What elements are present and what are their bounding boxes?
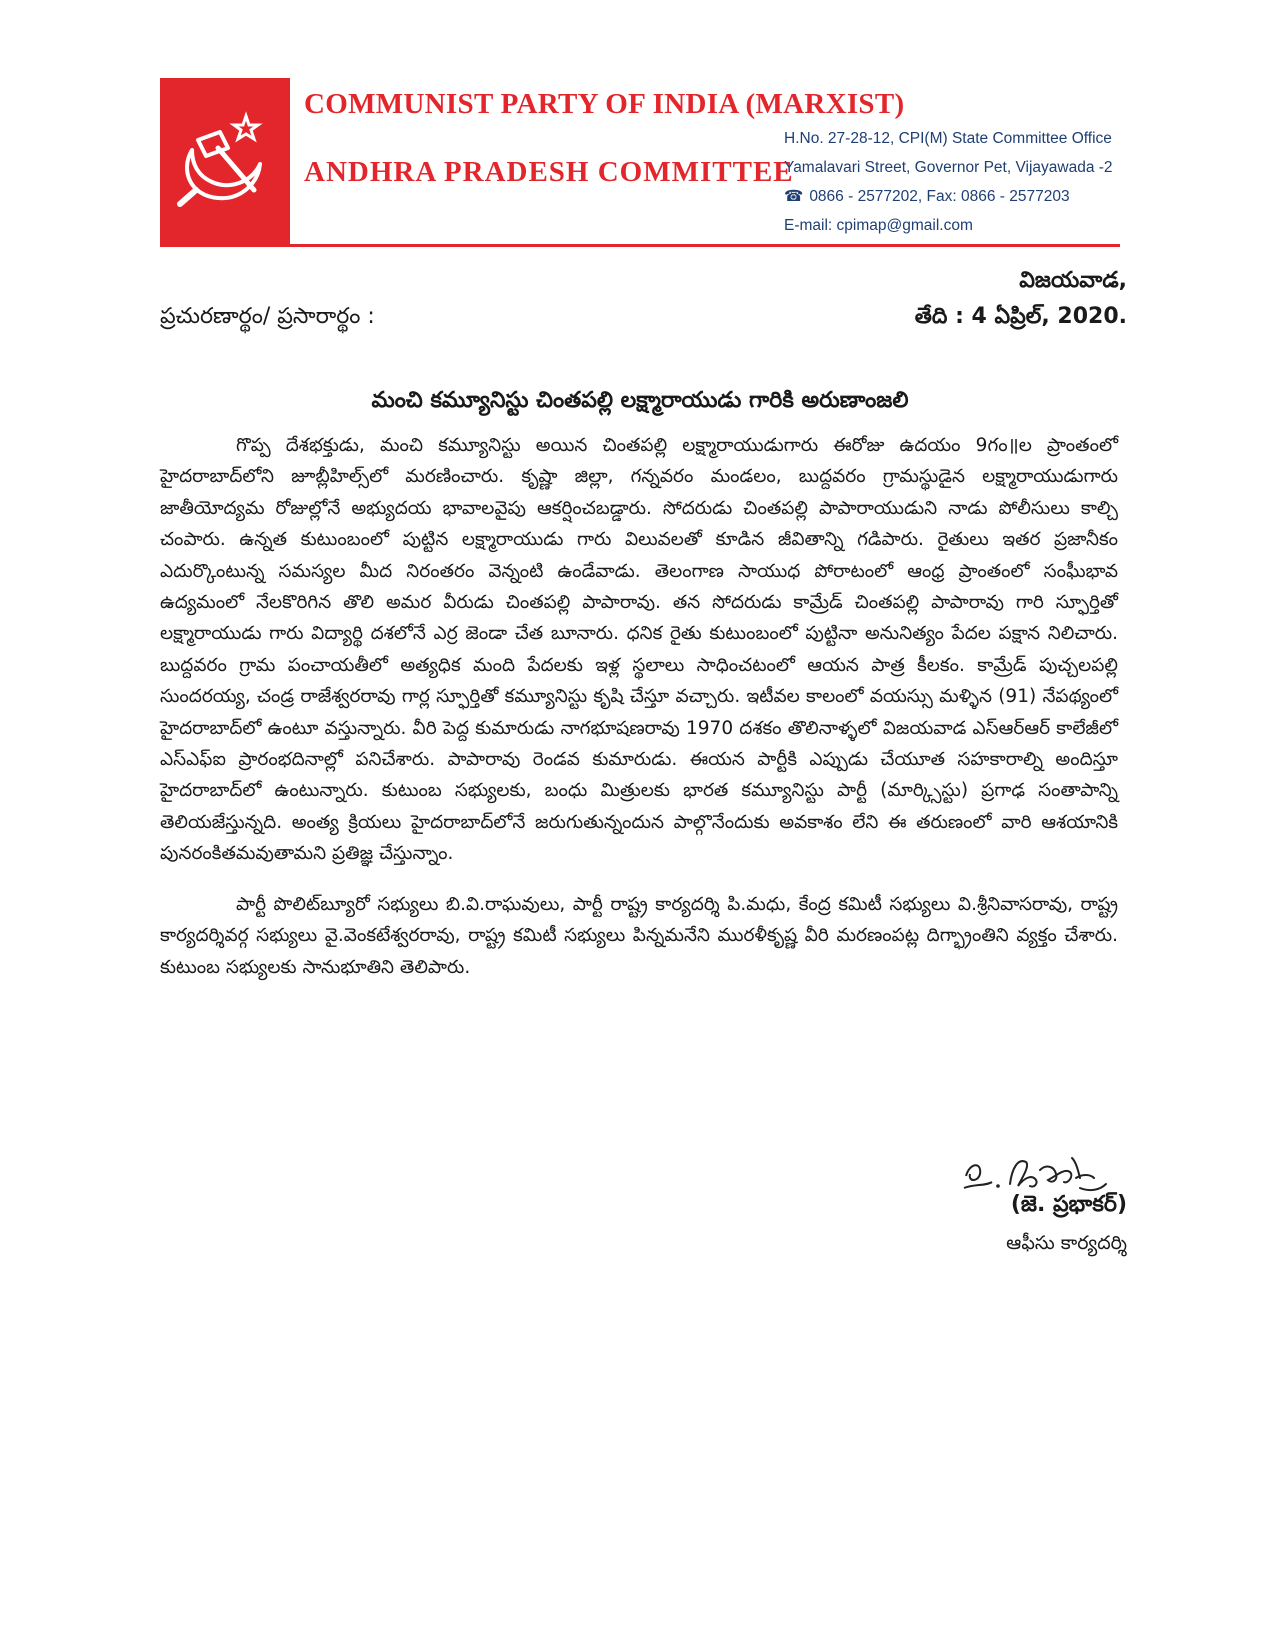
phone-icon: ☎ [784,188,804,205]
contact-block [784,124,1113,240]
body-paragraph-2: పార్టీ పొలిట్‌బ్యూరో సభ్యులు బి.వి.రాఘవులు, పార్టీ రాష్ట్ర కార్యదర్శి పి.మధు, కేంద్ర కమిటీ సభ్యులు వి.శ్రీనివాసరావు, రాష్ట్ర కార్యదర్శివర్గ సభ్యులు వై.వెంకటేశ్వరరావు, రాష్ట్ర కమిటీ సభ్యులు పిన్నమనేని మురళీకృష్ణ వీరి మరణంపట్ల దిగ్భ్రాంతిని వ్యక్తం చేశారు. కుటుంబ సభ్యులకు సానుభూతిని తెలిపారు. [160,893,1118,978]
committee-name: ANDHRA PRADESH COMMITTEE [304,156,794,188]
address-line-1: H.No. 27-28-12, CPI(M) State Committee Office [784,130,1112,147]
email-line[interactable]: E-mail: cpimap@gmail.com [784,217,973,234]
phone-line [784,182,1113,211]
signatory-name: (జె. ప్రభాకర్) [1010,1192,1127,1217]
handwritten-signature-icon [960,1148,1110,1198]
phone-text: 0866 - 2577202, Fax: 0866 - 2577203 [809,188,1070,205]
release-label: ప్రచురణార్థం/ ప్రసారార్థం : [160,304,375,329]
organization-name: COMMUNIST PARTY OF INDIA (MARXIST) [304,88,905,120]
hammer-sickle-star-icon [166,110,284,210]
letterhead-divider [160,244,1120,247]
press-release-body [160,430,1118,1002]
press-release-headline: మంచి కమ్యూనిస్టు చింతపల్లి లక్ష్మారాయుడు గారికి అరుణాంజలి [371,388,909,413]
party-logo [160,78,290,246]
signatory-role: ఆఫీసు కార్యదర్శి [1006,1232,1127,1254]
date-line: తేది : 4 ఏప్రిల్, 2020. [914,304,1127,329]
letterhead [160,78,1120,248]
place-line: విజయవాడ, [1019,268,1127,293]
address-line-2: Yamalavari Street, Governor Pet, Vijayawada -2 [784,159,1113,176]
body-paragraph-1: గొప్ప దేశభక్తుడు, మంచి కమ్యూనిస్టు అయిన చింతపల్లి లక్ష్మారాయుడుగారు ఈరోజు ఉదయం 9గం॥ల ప్రాంతంలో హైదరాబాద్‌లోని జూబ్లీహిల్స్‌లో మరణించారు. కృష్ణా జిల్లా, గన్నవరం మండలం, బుద్దవరం గ్రామస్థుడైన లక్ష్మారాయుడుగారు జాతీయోద్యమ రోజుల్లోనే అభ్యుదయ భావాలవైపు ఆకర్షించబడ్డారు. సోదరుడు చింతపల్లి పాపారాయుడుని నాడు పోలీసులు కాల్చి చంపారు. ఉన్నత కుటుంబంలో పుట్టిన లక్ష్మారాయుడు గారు విలువలతో కూడిన జీవితాన్ని గడిపారు. రైతులు ఇతర ప్రజానీకం ఎదుర్కొంటున్న సమస్యల మీద నిరంతరం వెన్నంటి ఉండేవాడు. తెలంగాణ సాయుధ పోరాటంలో ఆంధ్ర ప్రాంతంలో సంఘీభావ ఉద్యమంలో నేలకొరిగిన తొలి అమర వీరుడు చింతపల్లి పాపారావు. తన సోదరుడు కామ్రేడ్ చింతపల్లి పాపారావు గారి స్ఫూర్తితో లక్ష్మారాయుడు గారు విద్యార్థి దశలోనే ఎర్ర జెండా చేత బూనారు. ధనిక రైతు కుటుంబంలో పుట్టినా అనునిత్యం పేదల పక్షాన నిలిచారు. బుద్దవరం గ్రామ పంచాయతీలో అత్యధిక మంది పేదలకు ఇళ్ల స్థలాలు సాధించటంలో ఆయన పాత్ర కీలకం. కామ్రేడ్ పుచ్చలపల్లి సుందరయ్య, చండ్ర రాజేశ్వరరావు గార్ల స్ఫూర్తితో కమ్యూనిస్టు కృషి చేస్తూ వచ్చారు. ఇటీవల కాలంలో వయస్సు మళ్ళిన (91) నేపథ్యంలో హైదరాబాద్‌లో ఉంటూ వస్తున్నారు. వీరి పెద్ద కుమారుడు నాగభూషణరావు 1970 దశకం తొలినాళ్ళలో విజయవాడ ఎస్ఆర్ఆర్ కాలేజీలో ఎస్ఎఫ్ఐ ప్రారంభదినాల్లో పనిచేశారు. పాపారావు రెండవ కుమారుడు. ఈయన పార్టీకి ఎప్పుడు చేయూత సహకారాల్ని అందిస్తూ హైదరాబాద్‌లో ఉంటున్నారు. కుటుంబ సభ్యులకు, బంధు మిత్రులకు భారత కమ్యూనిస్టు పార్టీ (మార్క్సిస్టు) ప్రగాఢ సంతాపాన్ని తెలియజేస్తున్నది. అంత్య క్రియలు హైదరాబాద్‌లోనే జరుగుతున్నందున పాల్గొనేందుకు అవకాశం లేని ఈ తరుణంలో వారి ఆశయానికి పునరంకితమవుతామని ప్రతిజ్ఞ చేస్తున్నాం. [160,435,1118,865]
